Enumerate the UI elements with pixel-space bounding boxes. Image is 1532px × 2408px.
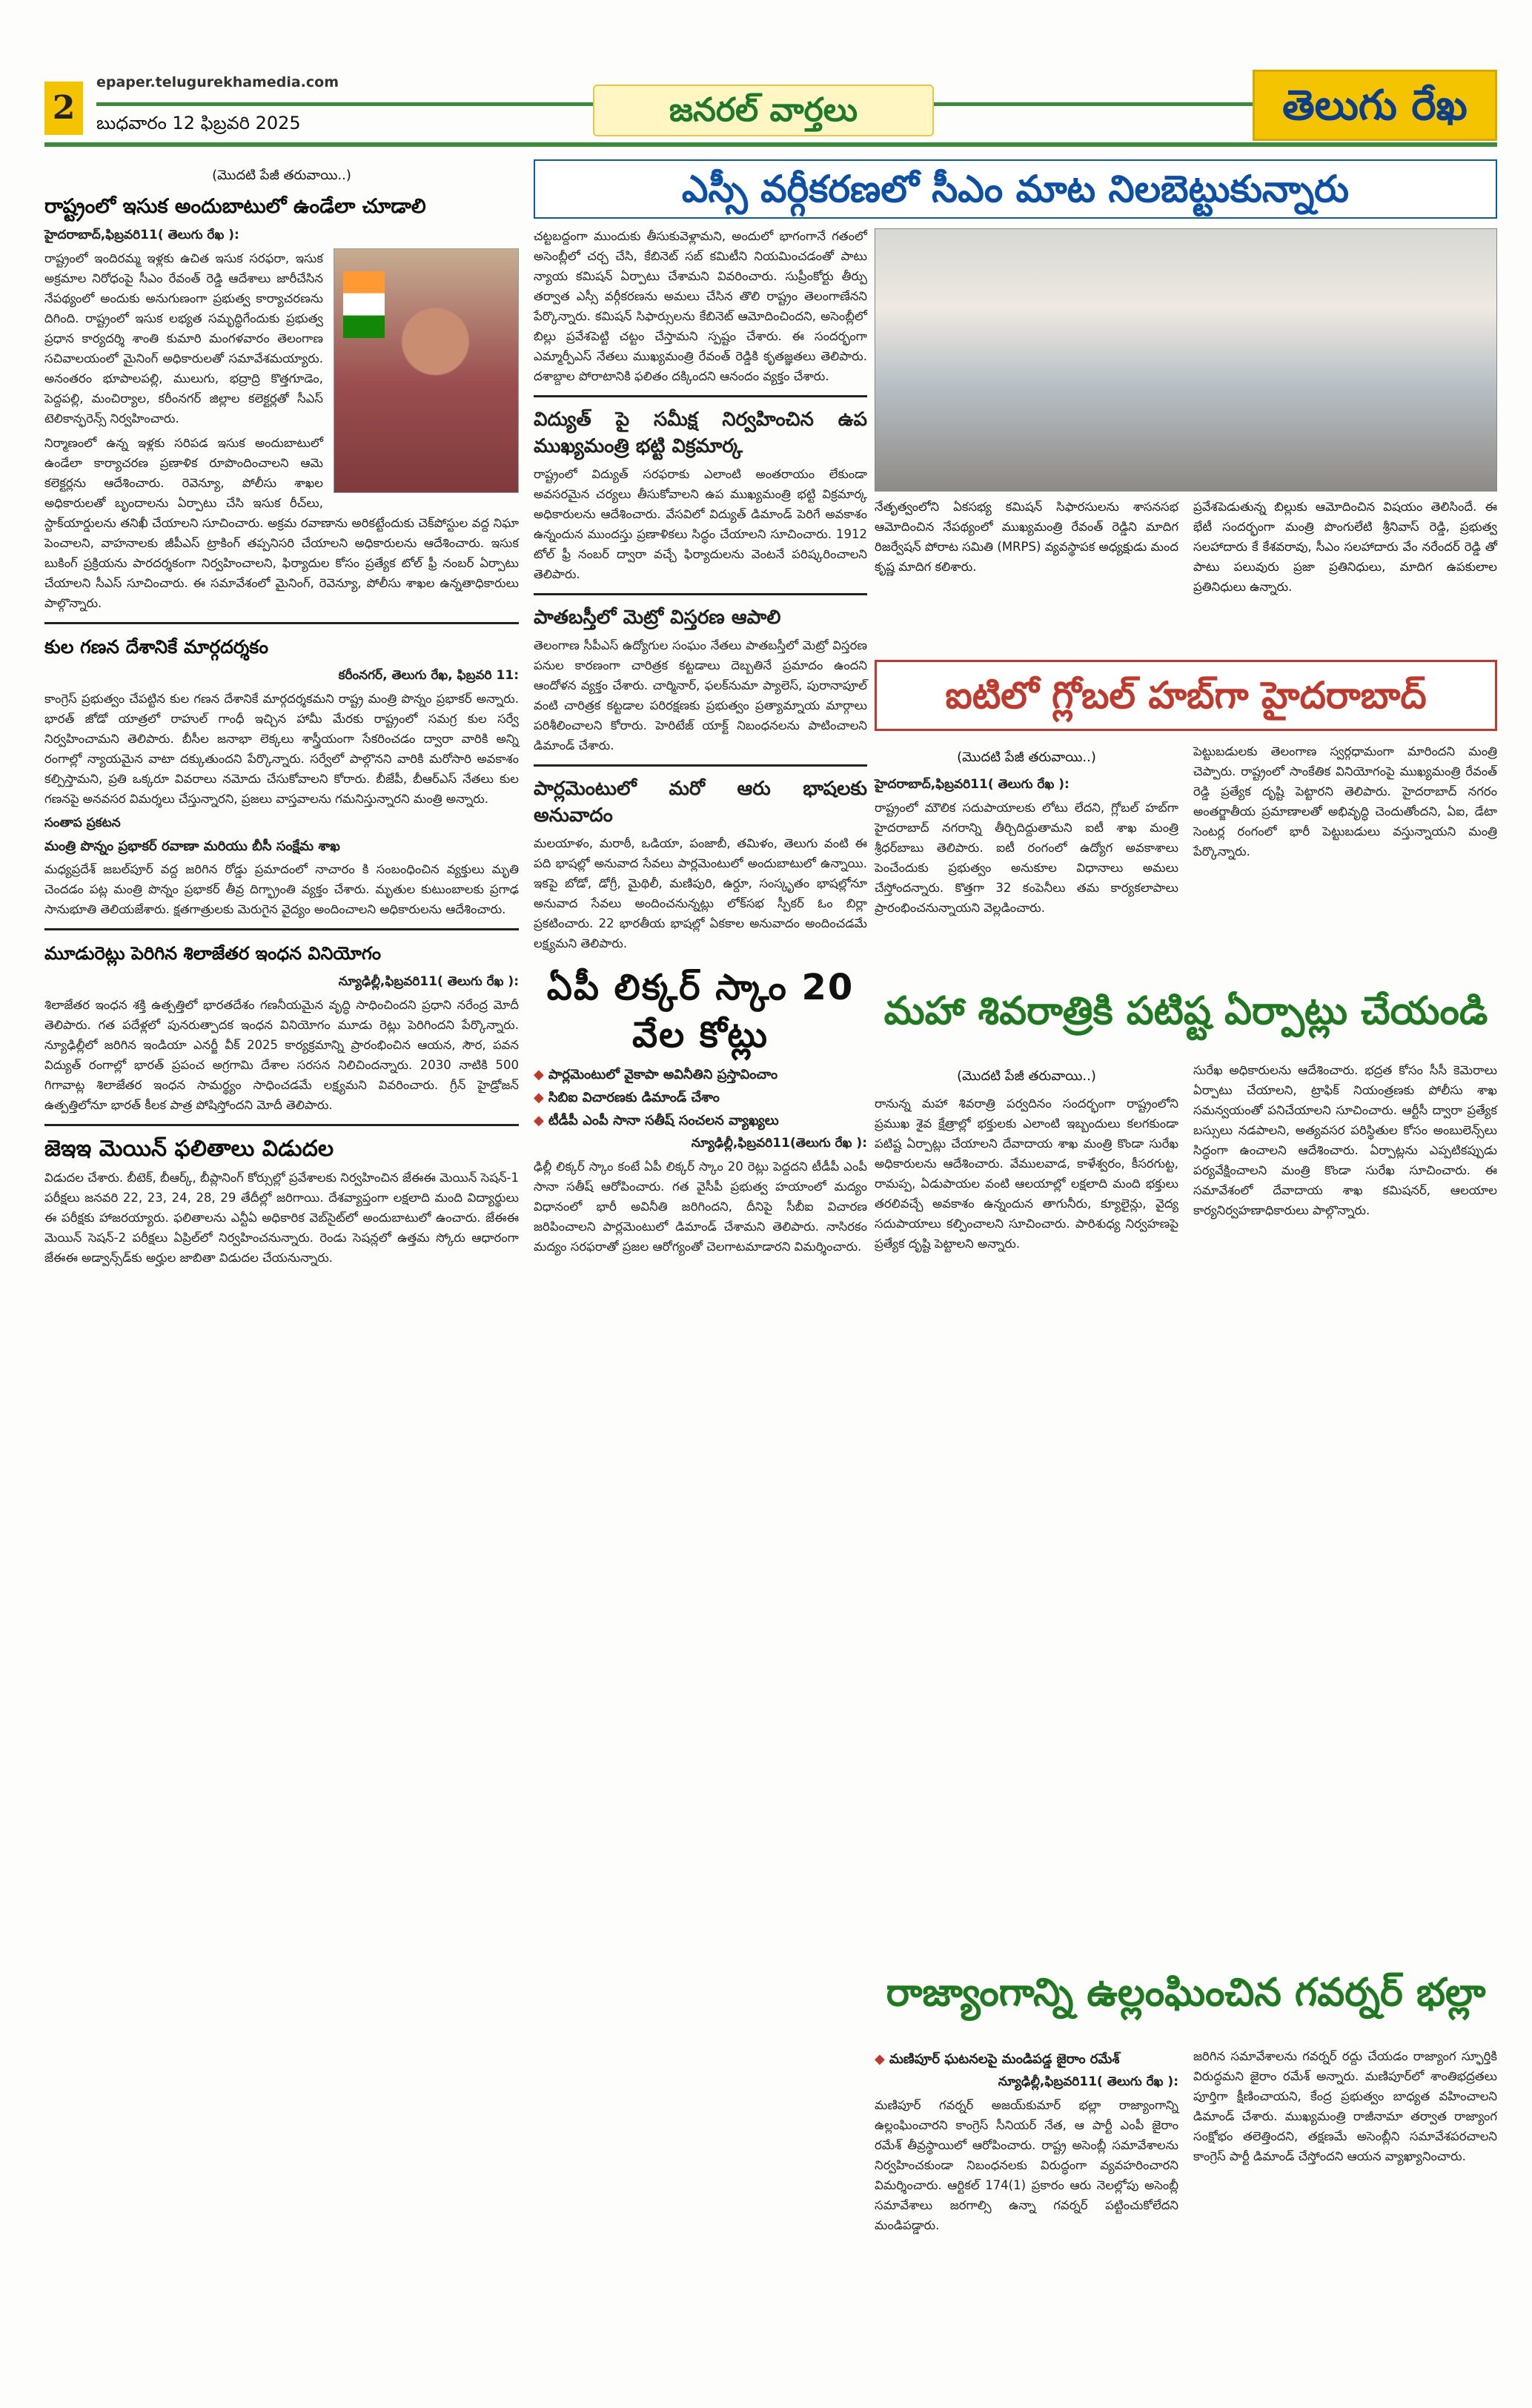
lead-headline-banner: ఎస్సీ వర్గీకరణలో సీఎం మాట నిలబెట్టుకున్నారు	[534, 159, 1497, 219]
bullet-icon: ◆	[534, 1067, 544, 1082]
article-body: ఢిల్లీ లిక్కర్ స్కాం కంటే ఏపీ లిక్కర్ స్కాం 20 రెట్లు పెద్దదని టీడీపీ ఎంపీ సానా సతీష్ ఆరోపించారు. గత వైసీపీ ప్రభుత్వ హయాంలో మద్యం విధానంలో భారీ అవినీతి జరిగిందని, దీనిపై సీబీఐ విచారణ జరిపించాలని పార్లమెంటులో డిమాండ్ చేశామని తెలిపారు. నాసిరకం మద్యం సరఫరాతో ప్రజల ఆరోగ్యంతో చెలగాటమాడారని విమర్శించారు.	[534, 1160, 867, 1254]
continuation-tag: (మొదటి పేజీ తరువాయి..)	[957, 750, 1096, 765]
article-body: రాష్ట్రంలో ఇందిరమ్మ ఇళ్లకు ఉచిత ఇసుక సరఫరా, ఇసుక అక్రమాల నిరోధంపై సీఎం రేవంత్ రెడ్డి ఆదేశాలు జారీచేసిన నేపథ్యంలో అందుకు అనుగుణంగా ప్రభుత్వ కార్యాచరణను దిగింది. రాష్ట్రంలో ఇసుక లభ్యత సమృద్ధిగేందుకు ప్రభుత్వ ప్రధాన కార్యదర్శి శాంతి కుమారి మంగళవారం తెలంగాణ సచివాలయంలో మైనింగ్ అధికారులతో సమావేశమయ్యారు. అనంతరం భూపాలపల్లి, ములుగు, భద్రాద్రి కొత్తగూడెం, పెద్దపల్లి, మంచిర్యాల, కరీంనగర్ జిల్లాల కలెక్టర్లతో సీఎస్ టెలికాన్ఫరెన్స్ నిర్వహించారు.	[44, 251, 323, 426]
article-body: కాంగ్రెస్ ప్రభుత్వం చేపట్టిన కుల గణన దేశానికే మార్గదర్శకమని రాష్ట్ర మంత్రి పొన్నం ప్రభాకర్ అన్నారు. భారత్ జోడో యాత్రలో రాహుల్ గాంధీ ఇచ్చిన హామీ మేరకు రాష్ట్రంలో సమగ్ర కుల సర్వే నిర్వహించామని తెలిపారు. బీసీల జనాభా లెక్కలు శాస్త్రీయంగా సేకరించడం ద్వారా వారికి అన్ని రంగాల్లో న్యాయమైన వాటా దక్కుతుందని పేర్కొన్నారు. సర్వేలో పాల్గొనని వారికి మరోసారి అవకాశం కల్పిస్తామని, ప్రతి ఒక్కరూ వివరాలు నమోదు చేసుకోవాలని కోరారు. బీజేపీ, బీఆర్ఎస్ నేతలు కుల గణనపై అనవసర విమర్శలు చేస్తున్నారని, ప్రజలు వాస్తవాలను గమనిస్తున్నారని మంత్రి అన్నారు.	[44, 692, 519, 806]
article-body: తెలంగాణ సీపీఎస్ ఉద్యోగుల సంఘం నేతలు పాతబస్తీలో మెట్రో విస్తరణ పనుల కారణంగా చారిత్రక కట్టడాలు దెబ్బతినే ప్రమాదం ఉందని ఆందోళన వ్యక్తం చేశారు. చార్మినార్, ఫలక్‌నుమా ప్యాలెస్, పురానాపూల్ వంటి చారిత్రక కట్టడాల పరిరక్షణకు ప్రభుత్వం ప్రత్యామ్నాయ మార్గాలు పరిశీలించాలని కోరారు. హెరిటేజ్ యాక్ట్ నిబంధనలను పాటించాలని డిమాండ్ చేశారు.	[534, 638, 867, 752]
article-subhead: సంతాప ప్రకటన	[44, 816, 121, 830]
article-body: రానున్న మహా శివరాత్రి పర్వదినం సందర్భంగా రాష్ట్రంలోని ప్రముఖ శైవ క్షేత్రాల్లో భక్తులకు ఎలాంటి ఇబ్బందులు కలగకుండా పటిష్ట ఏర్పాట్లు చేయాలని దేవాదాయ శాఖ మంత్రి కొండా సురేఖ అధికారులను ఆదేశించారు. వేములవాడ, కాళేశ్వరం, కీసరగుట్ట, రామప్ప, ఏడుపాయల వంటి ఆలయాల్లో లక్షలాది మంది భక్తులు తరలివచ్చే అవకాశం ఉన్నందున తాగునీరు, క్యూలైన్లు, వైద్య సదుపాయాలు కల్పించాలని సూచించారు. పారిశుధ్య నిర్వహణపై ప్రత్యేక దృష్టి పెట్టాలని అన్నారు.	[875, 1096, 1178, 1251]
ap-liquor-headline: ఏపీ లిక్కర్ స్కాం 20 వేల కోట్లు	[546, 967, 855, 1056]
divider	[534, 395, 867, 397]
article-headline: రాష్ట్రంలో ఇసుక అందుబాటులో ఉండేలా చూడాలి	[44, 195, 426, 218]
bullet-point: ◆ టీడీపీ ఎంపీ సానా సతీష్ సంచలన వ్యాఖ్యలు	[534, 1113, 779, 1128]
article-headline: విద్యుత్ పై సమీక్ష నిర్వహించిన ఉప ముఖ్యమంత్రి భట్టి విక్రమార్క	[534, 408, 867, 457]
article-body: చట్టబద్దంగా ముందుకు తీసుకువెళ్లామని, అందులో భాగంగానే గతంలో అసెంబ్లీలో చర్చ చేసి, కేబినెట్ సబ్ కమిటీని నియమించడంతో పాటు న్యాయ కమిషన్ ఏర్పాటు చేశామని వివరించారు. సుప్రీంకోర్టు తీర్పు తర్వాత ఎస్సీ వర్గీకరణను అమలు చేసిన తొలి రాష్ట్రం తెలంగాణేనని పేర్కొన్నారు. కమిషన్ సిఫార్సులను కేబినెట్ ఆమోదించిందని, అసెంబ్లీలో బిల్లు ప్రవేశపెట్టి చట్టం చేస్తామని స్పష్టం చేశారు. ఈ సందర్భంగా ఎమ్మార్పీఎస్ నేతలు ముఖ్యమంత్రి రేవంత్ రెడ్డికి కృతజ్ఞతలు తెలిపారు. దశాబ్దాల పోరాటానికి ఫలితం దక్కిందని ఆనందం వ్యక్తం చేశారు.	[534, 229, 867, 383]
article-headline: జెఇఇ మెయిన్ ఫలితాలు విడుదల	[44, 1136, 334, 1162]
bullet-point: ◆ మణిపూర్ ఘటనలపై మండిపడ్డ జైరాం రమేశ్	[875, 2051, 1120, 2067]
epaper-url[interactable]: epaper.telugurekhamedia.com	[96, 74, 339, 90]
article-body: పెట్టుబడులకు తెలంగాణ స్వర్గధామంగా మారిందని మంత్రి చెప్పారు. రాష్ట్రంలో సాంకేతిక వినియోగంపై ముఖ్యమంత్రి రేవంత్ రెడ్డి ప్రత్యేక దృష్టి పెట్టారని తెలిపారు. హైదరాబాద్ నగరం అంతర్జాతీయ ప్రమాణాలతో అభివృద్ధి చెందుతోందని, ఏఐ, డేటా సెంటర్ల రంగంలో భారీ పెట్టుబడులు వస్తున్నాయని మంత్రి పేర్కొన్నారు.	[1193, 744, 1497, 859]
page-number: 2	[44, 82, 83, 135]
shivaratri-left-column	[875, 1060, 1178, 1254]
divider	[534, 764, 867, 767]
it-hub-left-column	[875, 741, 1178, 918]
divider	[44, 1124, 519, 1126]
governor-left-column	[875, 2046, 1178, 2235]
article-body: మధ్యప్రదేశ్ జబల్‌పూర్ వద్ద జరిగిన రోడ్డు ప్రమాదంలో నాచారం కి సంబంధించిన వ్యక్తులు మృతి చెందడం పట్ల మంత్రి పొన్నం ప్రభాకర్ తీవ్ర దిగ్భ్రాంతి వ్యక్తం చేశారు. మృతుల కుటుంబాలకు ప్రగాఢ సానుభూతి తెలియజేశారు. క్షతగాత్రులకు మెరుగైన వైద్యం అందించాలని అధికారులను ఆదేశించారు.	[44, 862, 519, 916]
issue-date: బుధవారం 12 ఫిబ్రవరి 2025	[96, 113, 301, 133]
article-dateline: న్యూఢిల్లీ,ఫిబ్రవరి11( తెలుగు రేఖ ):	[998, 2074, 1178, 2089]
continuation-tag: (మొదటి పేజీ తరువాయి..)	[957, 1068, 1096, 1084]
continuation-tag: (మొదటి పేజీ తరువాయి..)	[212, 168, 351, 183]
divider	[44, 928, 519, 930]
divider	[44, 622, 519, 624]
bullet-point: ◆ సిబిఐ విచారణకు డిమాండ్ చేశాం	[534, 1090, 720, 1105]
article-dateline: హైదరాబాద్,ఫిబ్రవరి11( తెలుగు రేఖ ):	[44, 228, 239, 242]
article-headline: కుల గణన దేశానికే మార్గదర్శకం	[44, 636, 269, 658]
shivaratri-headline: మహా శివరాత్రికి పటిష్ట ఏర్పాట్లు చేయండి	[883, 989, 1488, 1033]
article-body: సురేఖ అధికారులను ఆదేశించారు. భద్రత కోసం సీసీ కెమెరాలు ఏర్పాటు చేయాలని, ట్రాఫిక్ నియంత్రణకు పోలీసు శాఖ సమన్వయంతో పనిచేయాలని సూచించారు. ఆర్టీసీ ద్వారా ప్రత్యేక బస్సులు నడపాలని, అత్యవసర పరిస్థితుల కోసం అంబులెన్స్‌లు సిద్ధంగా ఉంచాలని ఆదేశించారు. ఏర్పాట్లను ఎప్పటికప్పుడు పర్యవేక్షించాలని మంత్రి కొండా సురేఖ సూచించారు. ఈ సమావేశంలో దేవాదాయ శాఖ కమిషనర్, ఆలయాల కార్యనిర్వహణాధికారులు పాల్గొన్నారు.	[1193, 1063, 1497, 1217]
governor-right-column	[1193, 2046, 1497, 2166]
article-body: రాష్ట్రంలో మౌలిక సదుపాయాలకు లోటు లేదని, గ్లోబల్ హబ్‌గా హైదరాబాద్ నగరాన్ని తీర్చిదిద్దుతామని ఐటీ శాఖ మంత్రి శ్రీధర్‌బాబు తెలిపారు. ఐటీ రంగంలో ఉద్యోగ అవకాశాలు పెంచేందుకు ప్రభుత్వం అనుకూల విధానాలు అమలు చేస్తోందన్నారు. కొత్తగా 32 కంపెనీలు తమ కార్యకలాపాలు ప్రారంభించనున్నాయని వెల్లడించారు.	[875, 801, 1178, 915]
masthead	[44, 67, 1497, 148]
article-body: నిర్మాణంలో ఉన్న ఇళ్లకు సరిపడ ఇసుక అందుబాటులో ఉండేలా కార్యాచరణ ప్రణాళిక రూపొందించాలని ఆమె కలెక్టర్లను ఆదేశించారు. రెవెన్యూ, పోలీసు శాఖల అధికారులతో బృందాలను ఏర్పాటు చేసి ఇసుక రీచ్‌లు, స్టాక్‌యార్డులను తనిఖీ చేయాలని సూచించారు. అక్రమ రవాణాను అరికట్టేందుకు చెక్‌పోస్టుల వద్ద నిఘా పెంచాలని, వాహనాలకు జీపీఎస్ ట్రాకింగ్ తప్పనిసరి చేయాలని అధికారులను ఆదేశించారు. ఇసుక బుకింగ్ ప్రక్రియను పారదర్శకంగా నిర్వహించాలని, ఫిర్యాదుల కోసం ప్రత్యేక టోల్ ఫ్రీ నంబర్ ఏర్పాటు చేయాలని సీఎస్ సూచించారు. ఈ సమావేశంలో మైనింగ్, రెవెన్యూ, పోలీసు శాఖల ఉన్నతాధికారులు పాల్గొన్నారు.	[44, 436, 519, 610]
caption-left: నేతృత్వంలోని ఏకసభ్య కమిషన్ సిఫారసులను శాసనసభ ఆమోదించిన నేపథ్యంలో ముఖ్యమంత్రి రేవంత్ రెడ్డిని మాదిగ రిజర్వేషన్ పోరాట సమితి (MRPS) వ్యవస్థాపక అధ్యక్షుడు మంద కృష్ణ మాదిగ కలిశారు.	[875, 500, 1178, 574]
bullet-icon: ◆	[534, 1090, 544, 1105]
left-column	[44, 159, 519, 1272]
article-body: జరిగిన సమావేశాలను గవర్నర్ రద్దు చేయడం రాజ్యాంగ స్ఫూర్తికి విరుద్ధమని జైరాం రమేశ్ అన్నారు. మణిపూర్‌లో శాంతిభద్రతలు పూర్తిగా క్షీణించాయని, కేంద్ర ప్రభుత్వం బాధ్యత వహించాలని డిమాండ్ చేశారు. ముఖ్యమంత్రి రాజీనామా తర్వాత రాజ్యాంగ సంక్షోభం తలెత్తిందని, తక్షణమే అసెంబ్లీని సమావేశపరచాలని కాంగ్రెస్ పార్టీ డిమాండ్ చేస్తోందని ఆయన వ్యాఖ్యానించారు.	[1193, 2049, 1497, 2163]
bullet-icon: ◆	[875, 2051, 885, 2067]
it-hub-headline: ఐటిలో గ్లోబల్ హబ్‌గా హైదరాబాద్	[875, 660, 1497, 731]
article-dateline: కరీంనగర్, తెలుగు రేఖ, ఫిబ్రవరి 11:	[338, 668, 519, 683]
divider	[534, 593, 867, 595]
newspaper-logo: తెలుగు రేఖ	[1253, 70, 1497, 141]
article-body: విడుదల చేశారు. బీటెక్, బీఆర్క్, బీప్లానింగ్ కోర్సుల్లో ప్రవేశాలకు నిర్వహించిన జేఈఈ మెయిన్ సెషన్-1 పరీక్షలు జనవరి 22, 23, 24, 28, 29 తేదీల్లో జరిగాయి. దేశవ్యాప్తంగా లక్షలాది మంది విద్యార్థులు ఈ పరీక్షకు హాజరయ్యారు. ఫలితాలను ఎన్టీఏ అధికారిక వెబ్‌సైట్‌లో అందుబాటులో ఉంచారు. జేఈఈ మెయిన్ సెషన్-2 పరీక్షలు ఏప్రిల్‌లో నిర్వహించనున్నారు. రెండు సెషన్లలో ఉత్తమ స్కోరు ఆధారంగా జేఈఈ అడ్వాన్స్‌డ్‌కు అర్హుల జాబితా విడుదల చేయనున్నారు.	[44, 1171, 519, 1265]
article-headline: పాతబస్తీలో మెట్రో విస్తరణ ఆపాలి	[534, 606, 781, 629]
article-dateline: న్యూఢిల్లీ,ఫిబ్రవరి11( తెలుగు రేఖ ):	[338, 974, 519, 989]
governor-headline: రాజ్యాంగాన్ని ఉల్లంఘించిన గవర్నర్ భల్లా	[886, 1971, 1486, 2015]
article-body: మలయాళం, మరాఠీ, ఒడియా, పంజాబీ, తమిళం, తెలుగు వంటి ఈ పది భాషల్లో అనువాద సేవలు పార్లమెంటులో అందుబాటులో ఉన్నాయి. ఇకపై బోడో, డోగ్రీ, మైథిలీ, మణిపురి, ఉర్దూ, సంస్కృతం భాషల్లోనూ అనువాద సేవలు అందించనున్నట్లు లోక్‌సభ స్పీకర్ ఓం బిర్లా ప్రకటించారు. 22 భారతీయ భాషల్లో ఏకకాల అనువాదం అందించడమే లక్ష్యమని తెలిపారు.	[534, 836, 867, 950]
bullet-point: ◆ పార్లమెంటులో వైకాపా అవినీతిని ప్రస్తావించాం	[534, 1067, 778, 1082]
article-dateline: న్యూఢిల్లీ,ఫిబ్రవరి11(తెలుగు రేఖ ):	[691, 1136, 867, 1151]
article-body: రాష్ట్రంలో విద్యుత్ సరఫరాకు ఎలాంటి అంతరాయం లేకుండా అవసరమైన చర్యలు తీసుకోవాలని ఉప ముఖ్యమంత్రి భట్టి విక్రమార్క అధికారులను ఆదేశించారు. వేసవిలో విద్యుత్ డిమాండ్ పెరిగే అవకాశం ఉన్నందున ముందస్తు ప్రణాళికలు సిద్ధం చేయాలని సూచించారు. 1912 టోల్ ఫ్రీ నంబర్ ద్వారా వచ్చే ఫిర్యాదులను వెంటనే పరిష్కరించాలని తెలిపారు.	[534, 467, 867, 581]
photo-caption	[875, 497, 1497, 597]
article-headline: మూడురెట్లు పెరిగిన శిలాజేతర ఇంధన వినియోగం	[44, 943, 382, 964]
article-body: శిలాజేతర ఇంధన శక్తి ఉత్పత్తిలో భారతదేశం గణనీయమైన వృద్ధి సాధించిందని ప్రధాని నరేంద్ర మోదీ తెలిపారు. గత పదేళ్లలో పునరుత్పాదక ఇంధన వినియోగం మూడు రెట్లు పెరిగిందని పేర్కొన్నారు. న్యూఢిల్లీలో జరిగిన ఇండియా ఎనర్జీ వీక్ 2025 కార్యక్రమాన్ని ప్రారంభించిన ఆయన, సౌర, పవన విద్యుత్ రంగాల్లో భారత్ ప్రపంచ అగ్రగామి దేశాల సరసన నిలిచిందన్నారు. 2030 నాటికి 500 గిగావాట్ల శిలాజేతర ఇంధన సామర్థ్యం సాధించడమే లక్ష్యమని వివరించారు. గ్రీన్ హైడ్రోజన్ ఉత్పత్తిలోనూ భారత్ కీలక పాత్ర పోషిస్తోందని మోదీ తెలిపారు.	[44, 998, 519, 1112]
article-dateline: హైదరాబాద్,ఫిబ్రవరి11( తెలుగు రేఖ ):	[875, 777, 1070, 792]
flag-icon	[343, 271, 385, 338]
article-body: మణిపూర్ గవర్నర్ అజయ్‌కుమార్ భల్లా రాజ్యాంగాన్ని ఉల్లంఘించారని కాంగ్రెస్ సీనియర్ నేత, ఆ పార్టీ ఎంపీ జైరాం రమేశ్ తీవ్రస్థాయిలో ఆరోపించారు. రాష్ట్ర అసెంబ్లీ సమావేశాలను నిర్వహించకుండా నిబంధనలకు విరుద్ధంగా వ్యవహరించారని విమర్శించారు. ఆర్టికల్ 174(1) ప్రకారం ఆరు నెలల్లోపు అసెంబ్లీ సమావేశాలు జరగాల్సి ఉన్నా గవర్నర్ పట్టించుకోలేదని మండిపడ్డారు.	[875, 2098, 1178, 2232]
official-portrait-photo	[334, 248, 519, 493]
article-headline: పార్లమెంటులో మరో ఆరు భాషలకు అనువాదం	[534, 778, 867, 827]
middle-column	[534, 226, 867, 1261]
article-subhead: మంత్రి పొన్నం ప్రభాకర్ రవాణా మరియు బీసీ సంక్షేమ శాఖ	[44, 838, 340, 854]
meeting-photo	[875, 228, 1497, 492]
caption-right: ప్రవేశపెడుతున్న బిల్లుకు ఆమోదించిన విషయం తెలిసిందే. ఈ భేటీ సందర్భంగా మంత్రి పొంగులేటి శ్రీనివాస్ రెడ్డి, ప్రభుత్వ సలహాదారు కే కేశవరావు, సీఎం సలహాదారు వేం నరేందర్ రెడ్డి తో పాటు పలువురు ప్రజా ప్రతినిధులు, మాదిగ ఉపకులాల ప్రతినిధులు ఉన్నారు.	[1193, 500, 1497, 594]
it-hub-right-column	[1193, 741, 1497, 861]
bullet-icon: ◆	[534, 1113, 544, 1128]
shivaratri-right-column	[1193, 1060, 1497, 1220]
section-title: జనరల్ వార్తలు	[593, 85, 934, 136]
header-bottom-rule	[44, 142, 1497, 147]
